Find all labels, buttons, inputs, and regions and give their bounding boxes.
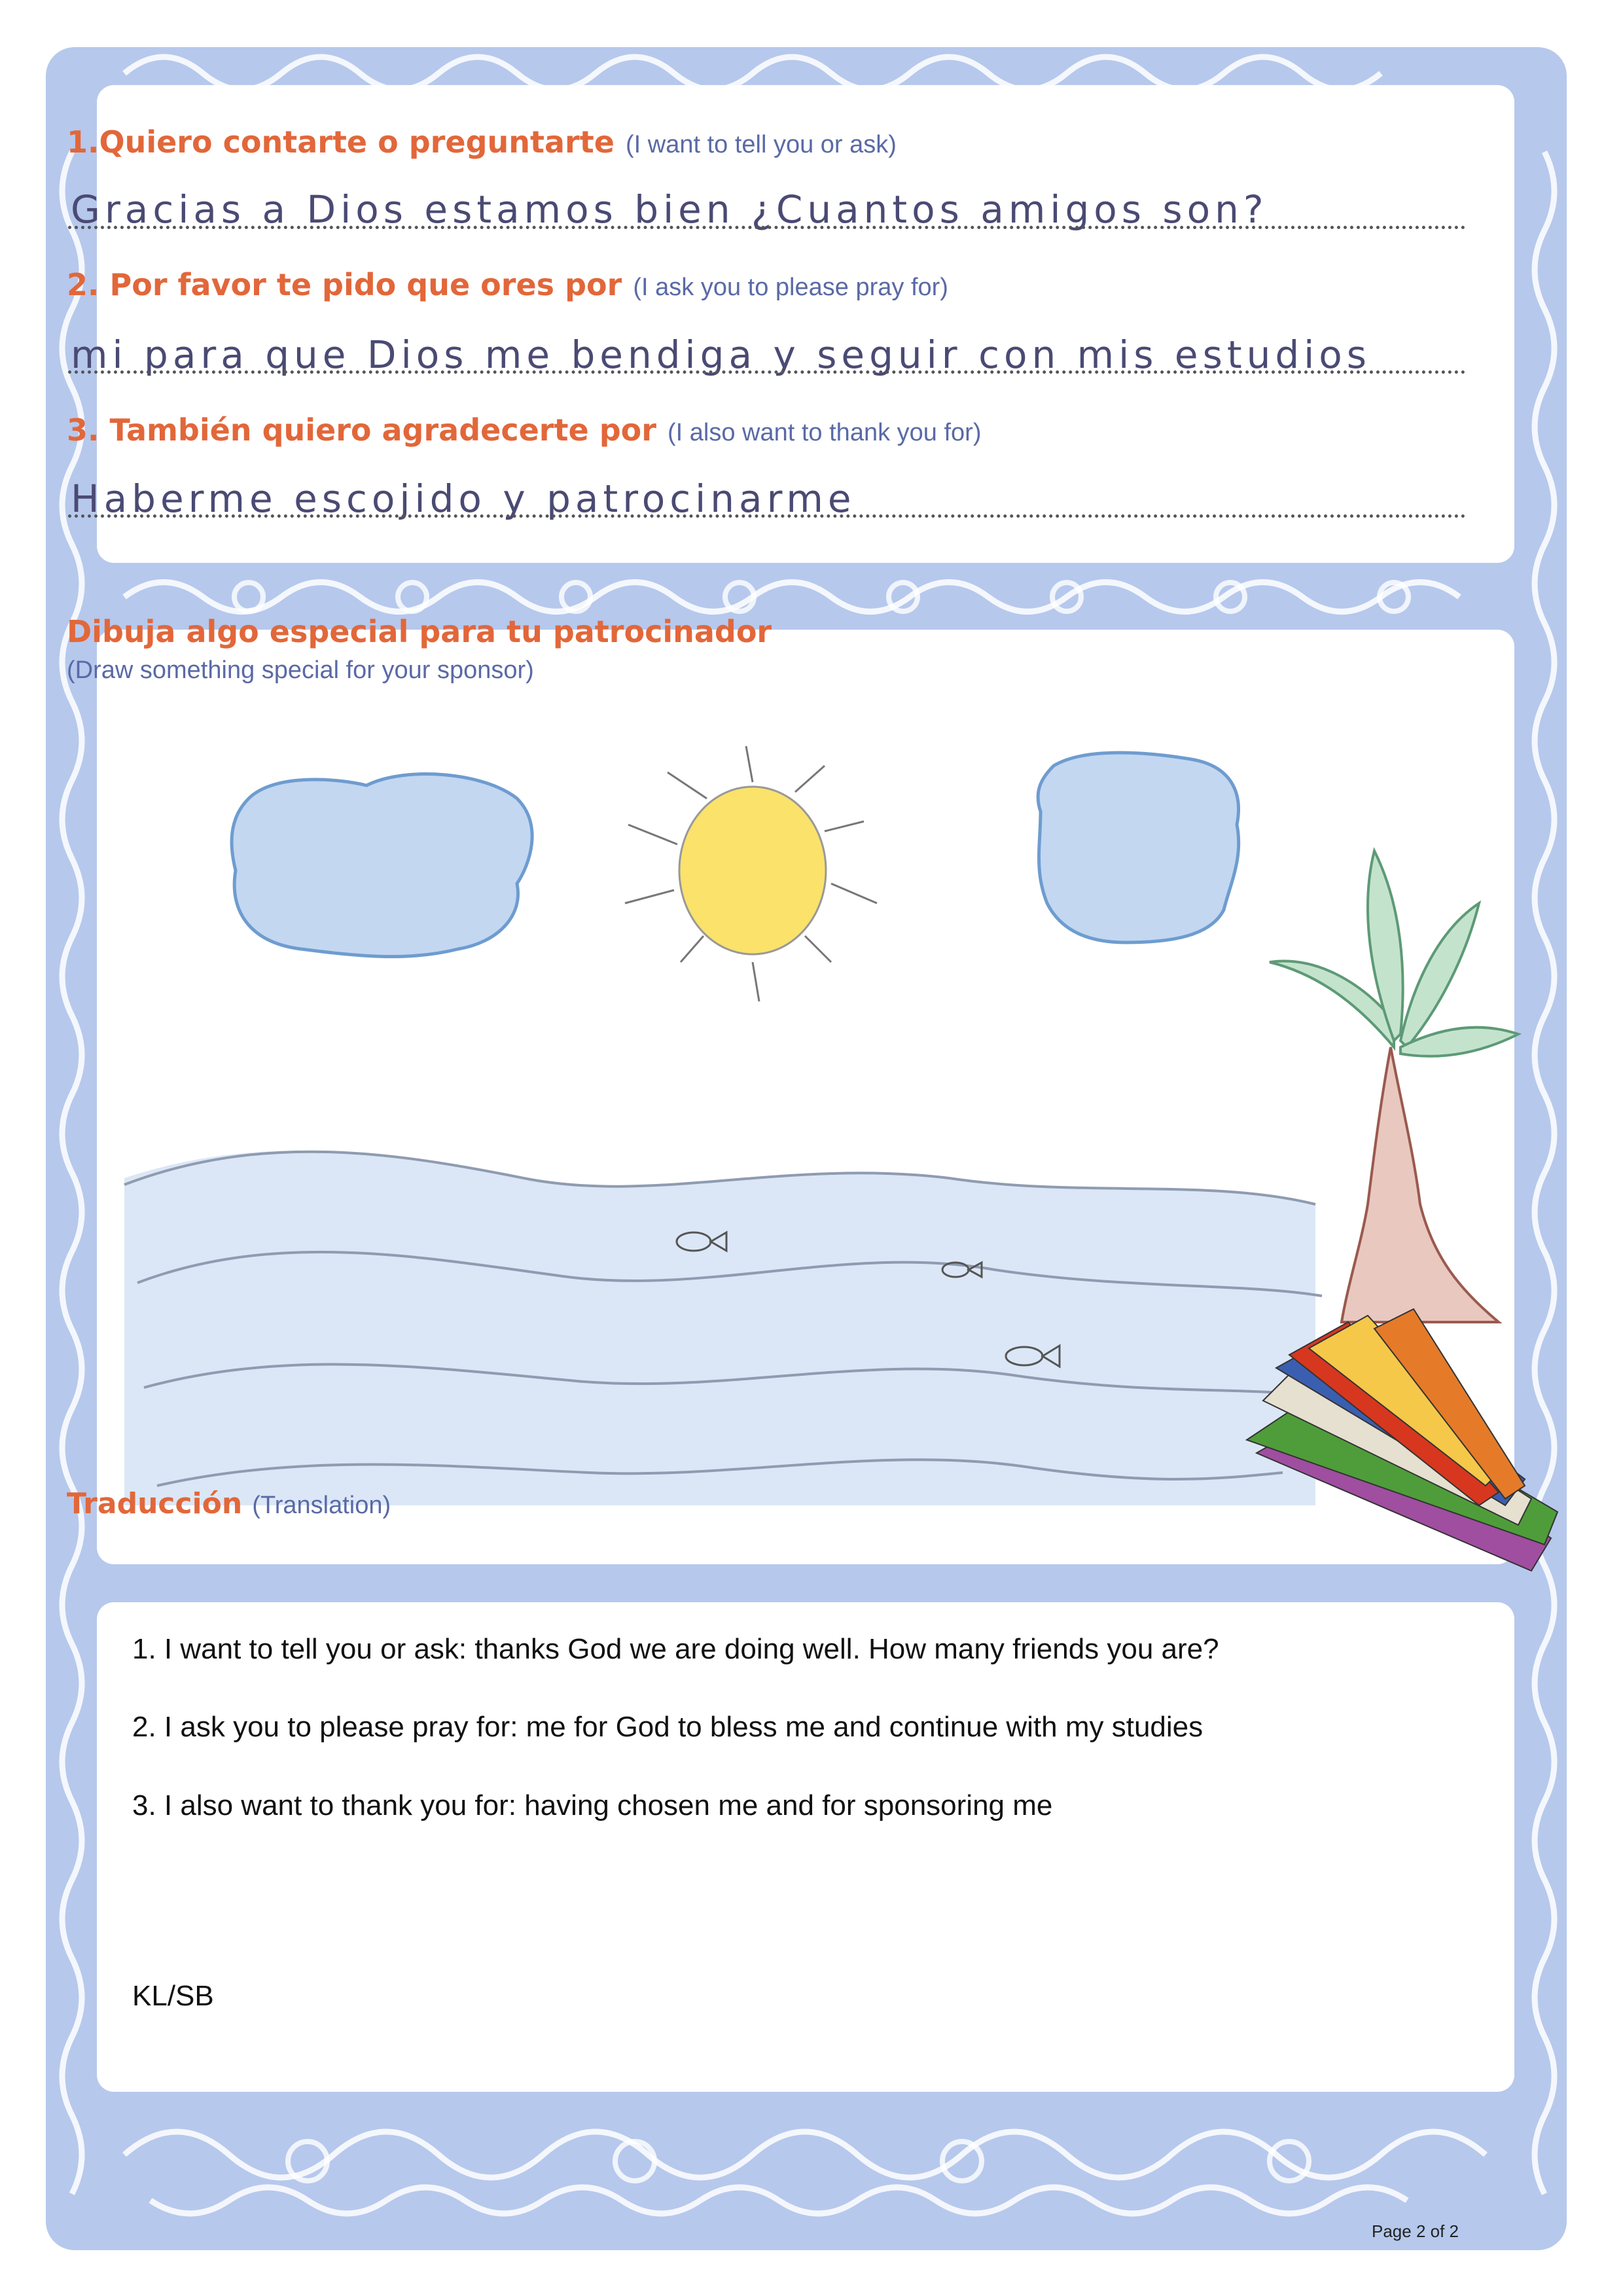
translation-heading-es: Traducción xyxy=(67,1487,243,1520)
translation-heading-en: (Translation) xyxy=(252,1492,391,1519)
tree-trunk xyxy=(1342,1047,1499,1322)
water-area xyxy=(124,1151,1315,1505)
translation-line-2: 2. I ask you to please pray for: me for God to bless me and continue with my studies xyxy=(132,1711,1204,1743)
question-2-heading-es: 2. Por favor te pido que ores por xyxy=(67,267,622,302)
question-1-heading-en: (I want to tell you or ask) xyxy=(626,131,897,158)
question-1-answer: Gracias a Dios estamos bien ¿Cuantos amigos son? xyxy=(71,187,1268,232)
drawing-subtitle: (Draw something special for your sponsor) xyxy=(67,656,534,684)
question-3-answer: Haberme escojido y patrocinarme xyxy=(71,476,856,521)
question-3-heading-en: (I also want to thank you for) xyxy=(668,419,982,446)
translation-heading xyxy=(67,1487,391,1520)
translator-initials: KL/SB xyxy=(132,1980,214,2012)
page-number: Page 2 of 2 xyxy=(1372,2221,1459,2241)
question-3-heading-es: 3. También quiero agradecerte por xyxy=(67,412,656,448)
translation-line-3: 3. I also want to thank you for: having chosen me and for sponsoring me xyxy=(132,1789,1053,1821)
sun-disk xyxy=(679,787,826,954)
question-2-answer: mi para que Dios me bendiga y seguir con mis estudios xyxy=(71,332,1371,377)
cloud-right xyxy=(1038,753,1239,942)
question-2-heading-en: (I ask you to please pray for) xyxy=(633,274,948,301)
cloud-left xyxy=(232,774,532,957)
tree-leaves xyxy=(1270,851,1518,1056)
drawing-title: Dibuja algo especial para tu patrocinador xyxy=(67,614,772,649)
translation-line-1: 1. I want to tell you or ask: thanks God we are doing well. How many friends you are? xyxy=(132,1633,1219,1665)
question-1-heading-es: 1.Quiero contarte o preguntarte xyxy=(67,124,615,160)
